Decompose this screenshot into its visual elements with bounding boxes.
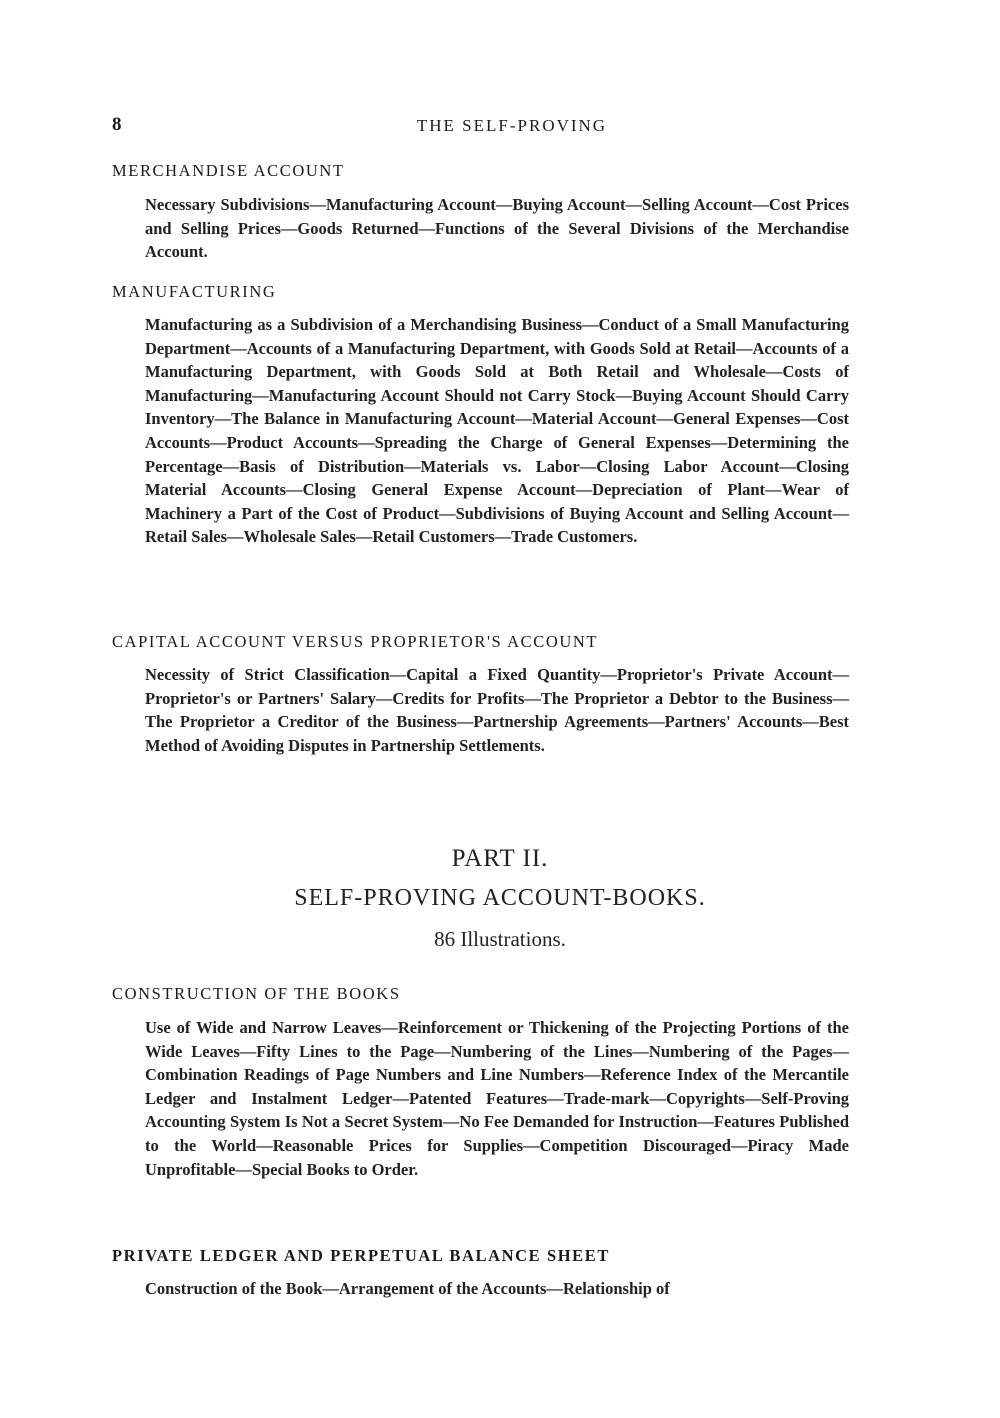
running-head — [112, 114, 852, 138]
section-heading-manufacturing: MANUFACTURING — [112, 282, 277, 301]
section-body-construction-of-the-books: Use of Wide and Narrow Leaves—Reinforcement or Thickening of the Projecting Portions of the Wide Leaves—Fifty Lines to the Page—Numbering of the Lines—Numbering of the Pages—Combination Readings of Page Numbers and Line Numbers—Reference Index of the Mercantile Ledger and Instalment Ledger—Patented Features—Trade-mark—Copyrights—Self-Proving Accounting System Is Not a Secret System—No Fee Demanded for Instruction—Features Published to the World—Reasonable Prices for Supplies—Competition Discouraged—Piracy Made Unprofitable—Special Books to Order. — [145, 1018, 849, 1179]
section-body-private-ledger: Construction of the Book—Arrangement of the Accounts—Relationship of — [145, 1279, 670, 1298]
section-body-merchandise-account: Necessary Subdivisions—Manufacturing Account—Buying Account—Selling Account—Cost Prices and Selling Prices—Goods Returned—Functions of the Several Divisions of the Merchandise Account. — [145, 195, 849, 262]
section-body-manufacturing: Manufacturing as a Subdivision of a Merchandising Business—Conduct of a Small Manufacturing Department—Accounts of a Manufacturing Department, with Goods Sold at Retail—Accounts of a Manufacturing Department, with Goods Sold at Both Retail and Wholesale—Costs of Manufacturing—Manufacturing Account Should not Carry Stock—Buying Account Should Carry Inventory—The Balance in Manufacturing Account—Material Account—General Expenses—Cost Accounts—Product Accounts—Spreading the Charge of General Expenses—Determining the Percentage—Basis of Distribution—Materials vs. Labor—Closing Labor Account—Closing Material Accounts—Closing General Expense Account—Depreciation of Plant—Wear of Machinery a Part of the Cost of Product—Subdivisions of Buying Account and Selling Account—Retail Sales—Wholesale Sales—Retail Customers—Trade Customers. — [145, 315, 849, 547]
page-number: 8 — [112, 114, 122, 135]
section-body-capital-account: Necessity of Strict Classification—Capital a Fixed Quantity—Proprietor's Private Account—Proprietor's or Partners' Salary—Credits for Profits—The Proprietor a Debtor to the Business—The Proprietor a Creditor of the Business—Partnership Agreements—Partners' Accounts—Best Method of Avoiding Disputes in Partnership Settlements. — [145, 665, 849, 755]
running-title: THE SELF-PROVING — [416, 116, 608, 135]
part-subtitle: SELF-PROVING ACCOUNT-BOOKS. — [294, 885, 706, 911]
section-heading-capital-account: CAPITAL ACCOUNT VERSUS PROPRIETOR'S ACCOUNT — [112, 632, 599, 651]
section-heading-private-ledger: PRIVATE LEDGER AND PERPETUAL BALANCE SHEET — [112, 1246, 610, 1265]
section-heading-construction-of-the-books: CONSTRUCTION OF THE BOOKS — [112, 984, 401, 1003]
section-heading-merchandise-account: MERCHANDISE ACCOUNT — [112, 161, 345, 180]
part-illustrations-count: 86 Illustrations. — [434, 927, 566, 951]
part-title: PART II. — [451, 845, 549, 872]
